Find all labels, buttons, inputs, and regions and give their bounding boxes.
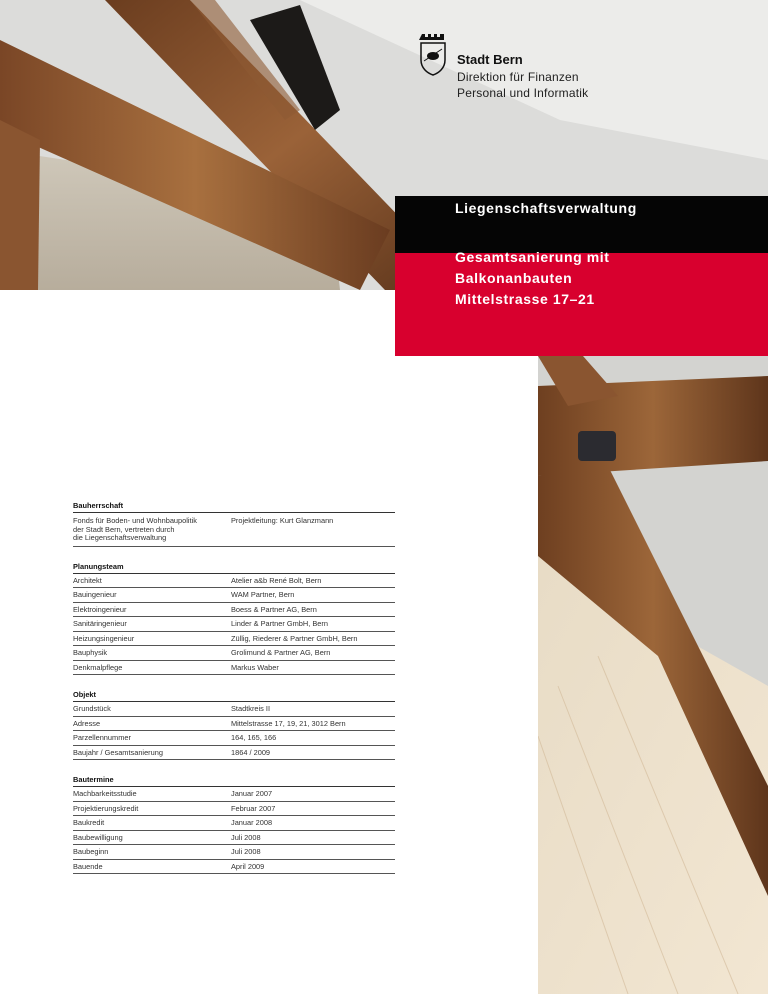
- fact-row: [73, 646, 395, 661]
- department-line-2: Personal und Informatik: [457, 86, 589, 100]
- fact-label: Machbarkeitsstudie: [73, 789, 137, 798]
- fact-label: Bauingenieur: [73, 590, 117, 599]
- section-title: Planungsteam: [73, 561, 395, 574]
- fact-row: [73, 661, 395, 676]
- fact-label: Adresse: [73, 718, 101, 728]
- fact-value: WAM Partner, Bern: [231, 590, 295, 599]
- fact-row: [73, 717, 395, 732]
- floor-illustration: [538, 356, 768, 994]
- fact-value: 1864 / 2009: [231, 747, 271, 757]
- fact-row: [73, 731, 395, 746]
- section-planungsteam: [73, 561, 395, 676]
- fact-label: Bauphysik: [73, 648, 108, 657]
- section-title: Objekt: [73, 689, 395, 702]
- fact-value: Januar 2007: [231, 789, 273, 798]
- fact-value: Juli 2008: [231, 847, 261, 856]
- section-title: Bautermine: [73, 774, 395, 787]
- fact-value: Juli 2008: [231, 832, 261, 842]
- fact-row: [73, 632, 395, 647]
- fact-row: [73, 603, 395, 618]
- fact-value: April 2009: [231, 861, 265, 871]
- project-title-line-2: Balkonanbauten: [455, 270, 573, 286]
- project-title-line-1: Gesamtsanierung mit: [455, 249, 610, 265]
- fact-label: Grundstück: [73, 704, 111, 713]
- fact-label: Baujahr / Gesamtsanierung: [73, 747, 163, 757]
- fact-row: [73, 617, 395, 632]
- department-line-1: Direktion für Finanzen: [457, 70, 579, 84]
- fact-value: Atelier a&b René Bolt, Bern: [231, 575, 322, 585]
- fact-value: Züllig, Riederer & Partner GmbH, Bern: [231, 633, 358, 643]
- section-title: Bauherrschaft: [73, 500, 395, 513]
- fact-row: [73, 816, 395, 831]
- fact-value: Mittelstrasse 17, 19, 21, 3012 Bern: [231, 718, 346, 728]
- fact-label: Denkmalpflege: [73, 662, 123, 672]
- project-title: [455, 247, 610, 310]
- stadt-bern-logo: [419, 30, 619, 110]
- department-band: [395, 196, 768, 253]
- fact-label: Bauende: [73, 861, 103, 871]
- fact-row: [73, 574, 395, 589]
- fact-row: [73, 702, 395, 717]
- fact-value: Februar 2007: [231, 803, 276, 813]
- project-facts: [73, 500, 395, 888]
- fact-row: [73, 513, 395, 547]
- fact-value: Stadtkreis II: [231, 704, 271, 713]
- fact-value: Markus Waber: [231, 662, 279, 672]
- fact-label: Fonds für Boden- und Wohnbaupolitik der Stadt Bern, vertreten durch die Liegenschaftsverwaltung: [73, 516, 197, 542]
- org-name: Stadt Bern: [457, 52, 523, 67]
- fact-value: Projektleitung: Kurt Glanzmann: [231, 516, 334, 525]
- fact-row: [73, 787, 395, 802]
- fact-row: [73, 860, 395, 875]
- interior-photo-floor: [538, 356, 768, 994]
- fact-value: Boess & Partner AG, Bern: [231, 604, 317, 614]
- fact-row: [73, 746, 395, 761]
- fact-label: Baukredit: [73, 818, 105, 827]
- section-objekt: [73, 689, 395, 760]
- fact-label: Baubewilligung: [73, 832, 123, 842]
- fact-value: 164, 165, 166: [231, 733, 277, 742]
- fact-label: Parzellennummer: [73, 733, 131, 742]
- fact-label: Baubeginn: [73, 847, 109, 856]
- project-title-band: [395, 249, 768, 356]
- fact-row: [73, 845, 395, 860]
- bern-crest-icon: [419, 32, 447, 76]
- fact-label: Heizungsingenieur: [73, 633, 135, 643]
- fact-label: Sanitäringenieur: [73, 619, 127, 628]
- section-bautermine: [73, 774, 395, 874]
- section-bauherrschaft: [73, 500, 395, 547]
- fact-row: [73, 831, 395, 846]
- fact-value: Grolimund & Partner AG, Bern: [231, 648, 331, 657]
- fact-value: Januar 2008: [231, 818, 273, 827]
- department-title: Liegenschaftsverwaltung: [455, 200, 637, 216]
- fact-label: Elektroingenieur: [73, 604, 127, 614]
- fact-label: Projektierungskredit: [73, 803, 139, 813]
- fact-label: Architekt: [73, 575, 102, 585]
- fact-value: Linder & Partner GmbH, Bern: [231, 619, 328, 628]
- project-title-line-3: Mittelstrasse 17–21: [455, 291, 595, 307]
- fact-row: [73, 802, 395, 817]
- fact-row: [73, 588, 395, 603]
